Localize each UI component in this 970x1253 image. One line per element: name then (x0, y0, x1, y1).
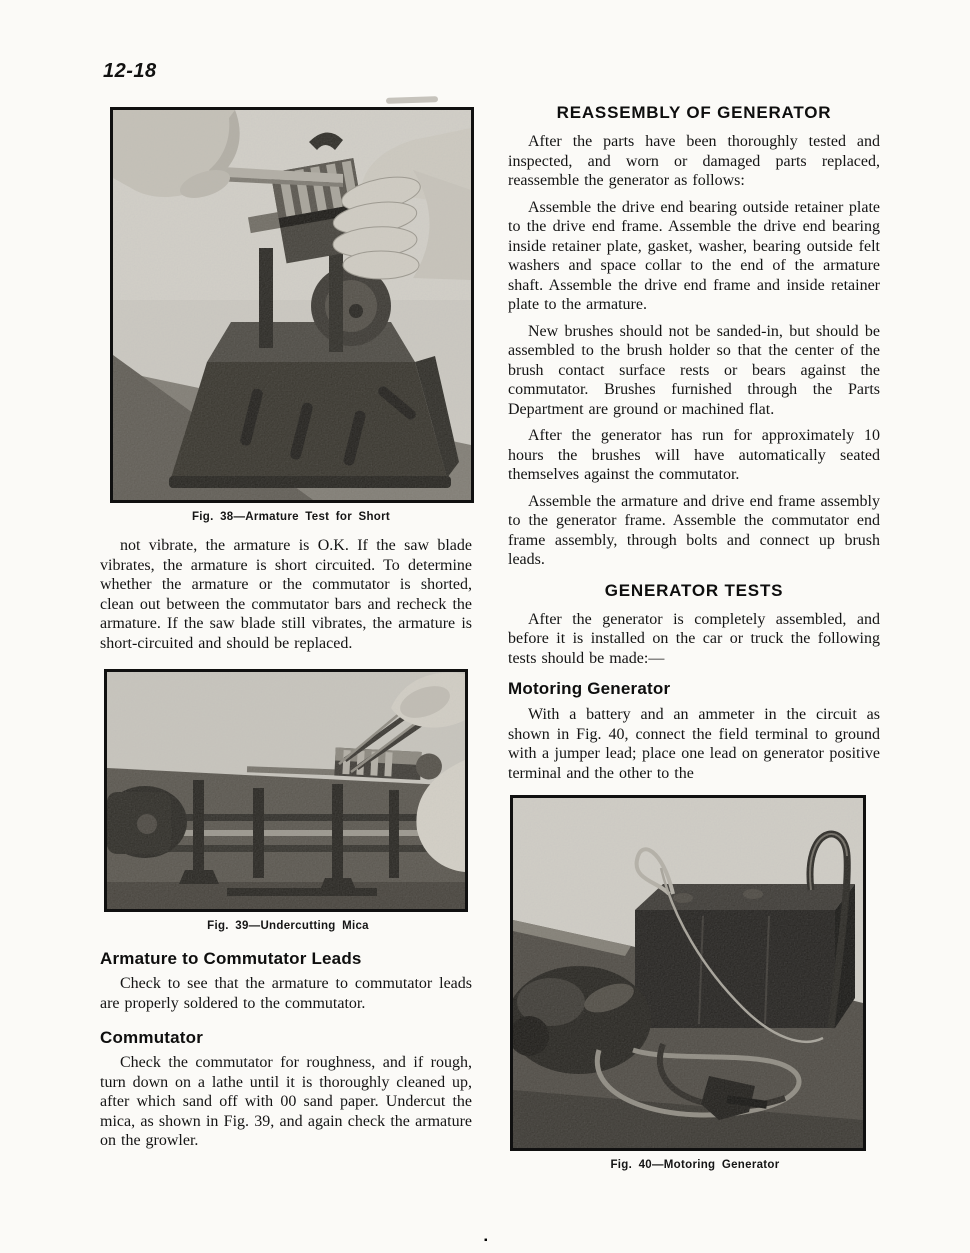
figure-40-caption: Fig. 40—Motoring Generator (610, 1159, 780, 1171)
paragraph-reassembly-2: Assemble the drive end bearing outside retainer plate to the drive end frame. Assemble the drive end bearing inside retainer plate, gasket, washer, bearing outside felt washers and space collar to the end of the armature shaft. Assemble the drive end frame and inside retainer plate to the armature. (508, 198, 880, 313)
paragraph-tests-intro: After the generator is completely assembled, and before it is installed on the car or truck the following tests should be made:— (508, 610, 880, 667)
figure-38 (110, 107, 472, 524)
paragraph-armature-test: not vibrate, the armature is O.K. If the saw blade vibrates, the armature is short circuited. To determine whether the armature or the commutator is shorted, clean out between the commutator bars and recheck the armature. If the saw blade still vibrates, the armature is short-circuited and should be replaced. (100, 537, 472, 652)
paragraph-reassembly-4: After the generator has run for approximately 10 hours the brushes will have automatically seated themselves against the commutator. (508, 427, 880, 483)
figure-39-frame (104, 669, 468, 912)
heading-commutator: Commutator (100, 1028, 204, 1047)
armature-growler-test-photo (113, 110, 471, 500)
figure-40 (510, 795, 880, 1172)
paragraph-armature-leads: Check to see that the armature to commutator leads are properly soldered to the commutator. (100, 975, 472, 1012)
undercutting-mica-photo (107, 672, 465, 909)
paragraph-reassembly-3: New brushes should not be sanded-in, but should be assembled to the brush holder so that the center of the brush contact surface rests or bears against the commutator. Brushes furnished through the Parts Department are ground or machined flat. (508, 322, 880, 418)
heading-generator-tests: GENERATOR TESTS (604, 580, 784, 600)
paragraph-commutator: Check the commutator for roughness, and if rough, turn down on a lathe until it is thoroughly cleaned up, after which sand off with 00 sand paper. Undercut the mica, as shown in Fig. 39, and again check the armature on the growler. (100, 1054, 472, 1149)
motoring-generator-photo (513, 798, 863, 1148)
figure-40-frame (510, 795, 866, 1151)
paragraph-motoring: With a battery and an ammeter in the circuit as shown in Fig. 40, connect the field terminal to ground with a jumper lead; place one lead on generator positive terminal and the other to the (508, 706, 880, 782)
heading-motoring-generator: Motoring Generator (508, 679, 671, 698)
left-column (100, 0, 472, 1151)
paragraph-reassembly-1: After the parts have been thoroughly tested and inspected, and worn or damaged parts replaced, reassemble the generator as follows: (508, 133, 880, 189)
figure-39 (104, 669, 472, 933)
right-column (508, 0, 880, 1172)
heading-armature-to-commutator-leads: Armature to Commutator Leads (100, 949, 362, 968)
figure-38-caption: Fig. 38—Armature Test for Short (191, 511, 391, 523)
figure-38-frame (110, 107, 474, 503)
heading-reassembly-of-generator: REASSEMBLY OF GENERATOR (556, 103, 832, 122)
page-number: 12-18 (103, 60, 157, 82)
figure-39-caption: Fig. 39—Undercutting Mica (207, 920, 369, 932)
paragraph-reassembly-5: Assemble the armature and drive end frame assembly to the generator frame. Assemble the commutator end frame assembly, through bolts and connect up brush leads. (508, 492, 880, 568)
page-footer-mark: ▪ (484, 1235, 488, 1246)
